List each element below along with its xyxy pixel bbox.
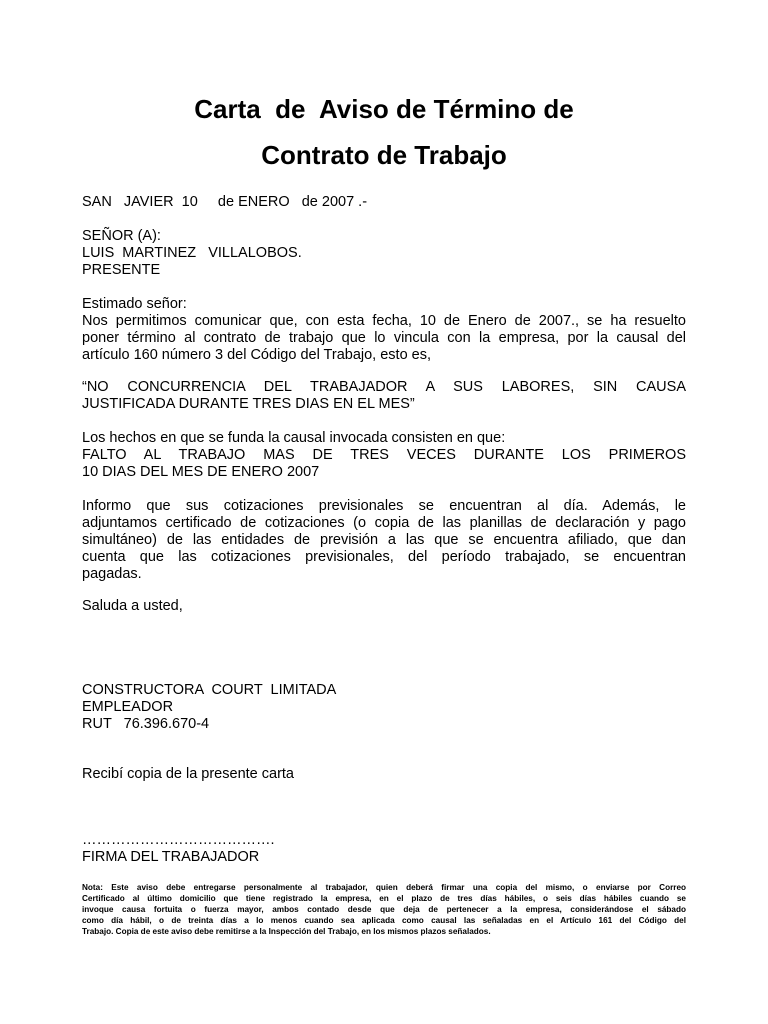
contributions-line: adjuntamos certificado de cotizaciones (o copia de las planillas de declaración y pago	[82, 515, 686, 531]
recipient-presente: PRESENTE	[82, 262, 161, 278]
note-line: Trabajo. Copia de este aviso debe remitirse a la Inspección del Trabajo, en los mismos plazos señalados.	[82, 927, 491, 936]
contributions-paragraph	[82, 498, 686, 583]
legal-note	[82, 882, 686, 937]
receipt-statement: Recibí copia de la presente carta	[82, 766, 294, 782]
signature-line: ………………………………….	[82, 832, 275, 848]
employer-rut: RUT 76.396.670-4	[82, 716, 210, 732]
body-line: artículo 160 número 3 del Código del Trabajo, esto es,	[82, 347, 432, 363]
cause-line: “NO CONCURRENCIA DEL TRABAJADOR A SUS LABORES, SIN CAUSA	[82, 379, 686, 395]
note-line: Certificado al último domicilio que tiene registrado la empresa, en el plazo de tres días hábiles, o seis días hábiles cuando se	[82, 894, 686, 903]
document-title-line-1: Carta de Aviso de Término de	[194, 94, 574, 124]
note-line: Nota: Este aviso debe entregarse personalmente al trabajador, quien deberá firmar una copia del mismo, o enviarse por Correo	[82, 883, 686, 892]
greeting: Estimado señor:	[82, 296, 187, 312]
employer-role: EMPLEADOR	[82, 699, 174, 715]
facts-line: 10 DIAS DEL MES DE ENERO 2007	[82, 464, 320, 480]
document-title-line-2: Contrato de Trabajo	[261, 140, 507, 170]
cause-paragraph	[82, 379, 686, 413]
employer-company: CONSTRUCTORA COURT LIMITADA	[82, 682, 337, 698]
closing: Saluda a usted,	[82, 598, 183, 614]
facts-paragraph	[82, 447, 686, 481]
contributions-line: simultáneo) de las entidades de previsión a las que se encuentra afiliado, que dan	[82, 532, 686, 548]
signature-label: FIRMA DEL TRABAJADOR	[82, 849, 260, 865]
note-line: como día hábil, o de treinta días a lo menos cuando sea aplicada como causal las señaladas en el Artículo 161 del Código del	[82, 916, 686, 925]
cause-line: JUSTIFICADA DURANTE TRES DIAS EN EL MES”	[82, 396, 415, 412]
place-and-date: SAN JAVIER 10 de ENERO de 2007 .-	[82, 194, 368, 210]
body-line: poner término al contrato de trabajo que lo vincula con la empresa, por la causal del	[82, 330, 686, 346]
recipient-salutation: SEÑOR (A):	[82, 228, 161, 244]
note-line: invoque causa fortuita o fuerza mayor, ambos contado desde que deja de pertenecer a la empresa, considerándose el sábado	[82, 905, 686, 914]
contributions-line: pagadas.	[82, 566, 142, 582]
contributions-line: cuenta que las cotizaciones previsionales, del período trabajado, se encuentran	[82, 549, 686, 565]
body-line: Nos permitimos comunicar que, con esta fecha, 10 de Enero de 2007., se ha resuelto	[82, 313, 686, 329]
contributions-line: Informo que sus cotizaciones previsionales se encuentran al día. Además, le	[82, 498, 686, 514]
body-paragraph	[82, 313, 686, 364]
facts-line: FALTO AL TRABAJO MAS DE TRES VECES DURANTE LOS PRIMEROS	[82, 447, 686, 463]
facts-intro: Los hechos en que se funda la causal invocada consisten en que:	[82, 430, 506, 446]
recipient-name: LUIS MARTINEZ VILLALOBOS.	[82, 245, 302, 261]
